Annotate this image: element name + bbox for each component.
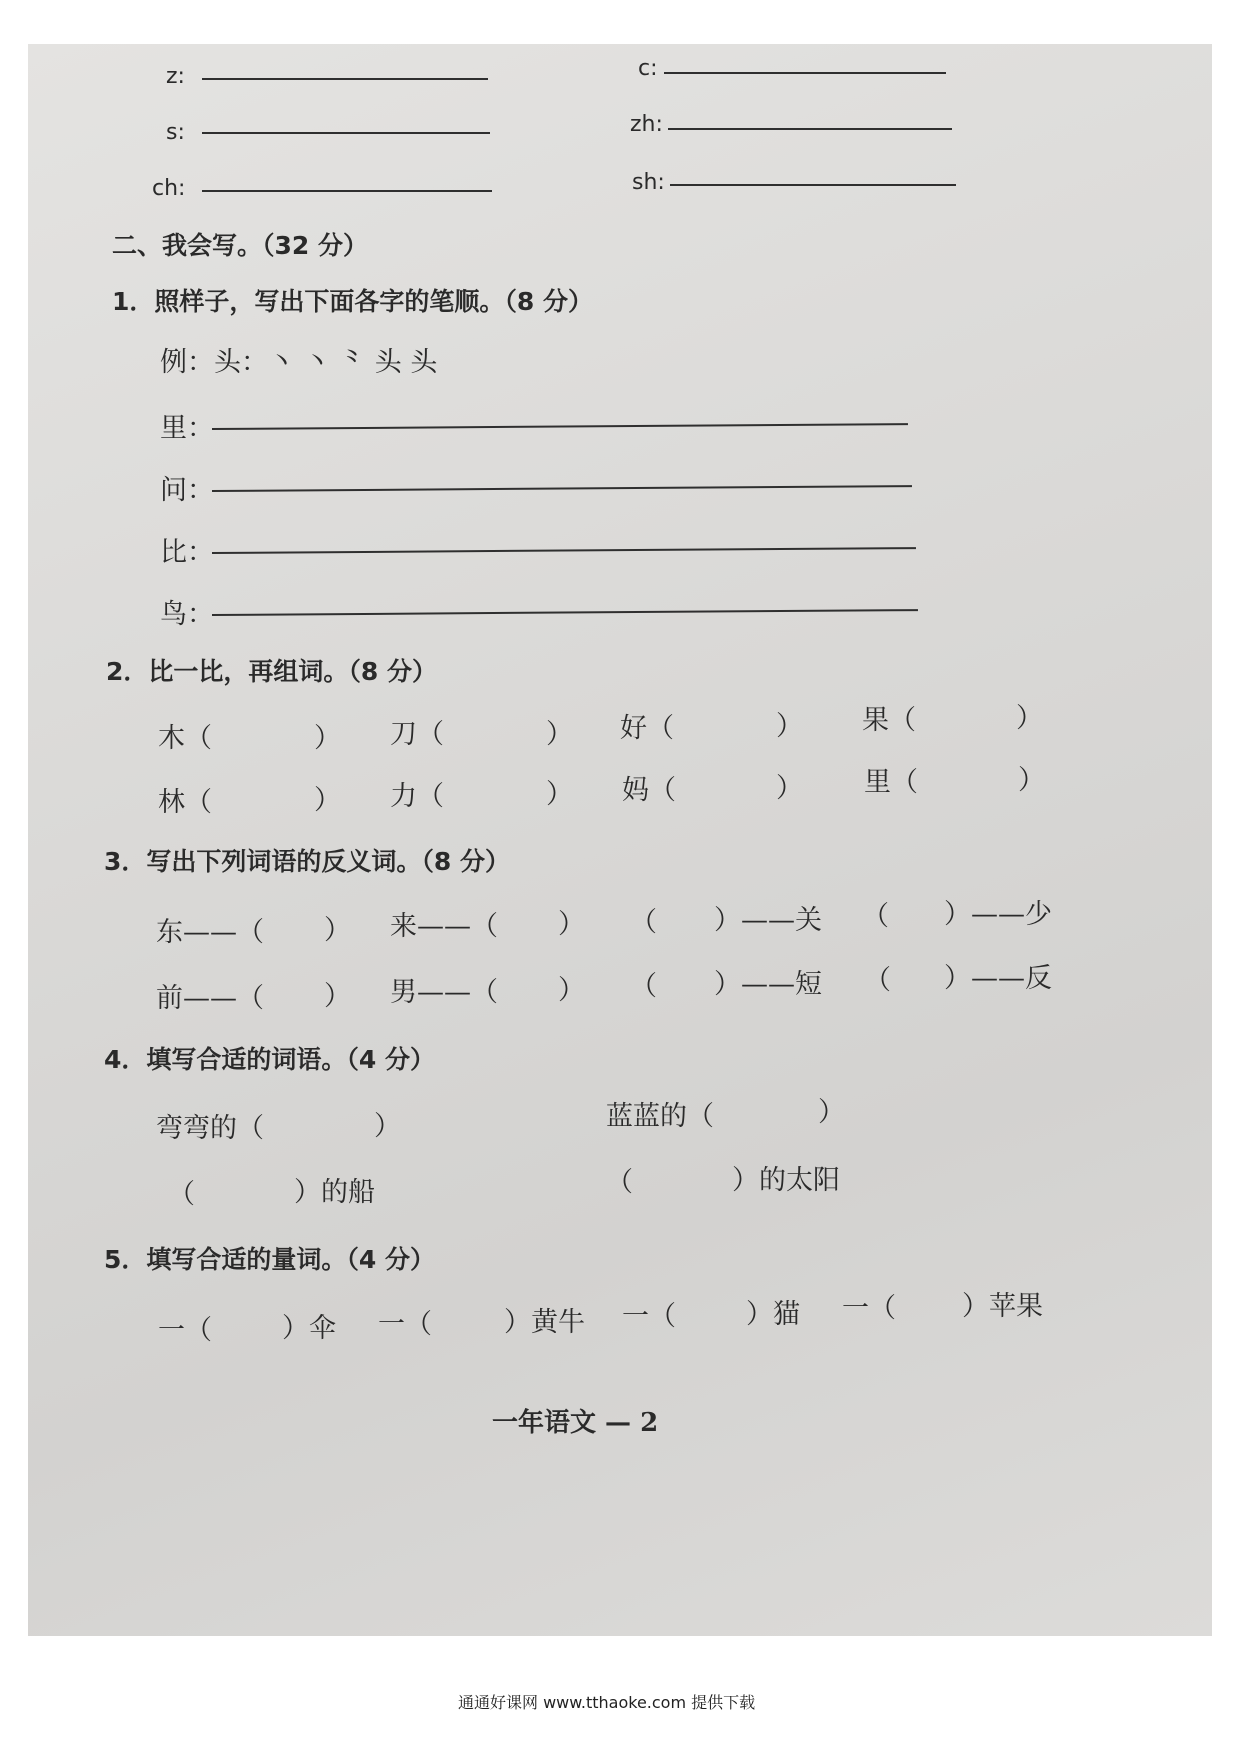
- q4-a-open: 弯弯的（: [156, 1113, 264, 1144]
- q4-d-open: （: [606, 1167, 633, 1198]
- q3-r2-c-open: （: [630, 971, 657, 1002]
- q5-a-open: 一（: [158, 1315, 212, 1346]
- pinyin-s-label: s:: [166, 120, 185, 145]
- q4-b-open: 蓝蓝的（: [606, 1101, 714, 1132]
- q2-r2-c-open: 妈（: [622, 775, 676, 806]
- q3-title: 3．写出下列词语的反义词。（8 分）: [104, 847, 510, 876]
- q1-char-3: 比：: [160, 537, 214, 568]
- q2-r2-a-open: 林（: [158, 787, 212, 818]
- q5-b-close: ）黄牛: [504, 1307, 585, 1338]
- q2-r2-b-open: 力（: [390, 781, 444, 812]
- pinyin-zh-line: [668, 128, 952, 130]
- q5-d-close: ）苹果: [962, 1291, 1043, 1322]
- q5-c-close: ）猫: [746, 1299, 800, 1330]
- q2-r2-d-close: ）: [1018, 765, 1045, 796]
- pinyin-z-line: [202, 78, 488, 80]
- q5-d-open: 一（: [842, 1293, 896, 1324]
- q3-r2-c-close: ）——短: [714, 969, 822, 1000]
- q4-d-close: ）的太阳: [732, 1165, 840, 1196]
- pinyin-zh-label: zh:: [630, 112, 663, 137]
- q1-line-3: [212, 547, 916, 554]
- q2-r1-c-open: 好（: [620, 713, 674, 744]
- q3-r2-a-open: 前——（: [156, 983, 264, 1014]
- source-note: 通通好课网 www.tthaoke.com 提供下载: [458, 1693, 756, 1712]
- q4-title: 4．填写合适的词语。（4 分）: [104, 1045, 435, 1074]
- scanned-exam-page: [28, 44, 1212, 1636]
- q3-r2-b-open: 男——（: [390, 977, 498, 1008]
- pinyin-c-line: [664, 72, 946, 74]
- q2-r1-b-open: 刀（: [390, 719, 444, 750]
- q2-r2-d-open: 里（: [864, 767, 918, 798]
- q3-r1-b-close: ）: [558, 909, 585, 940]
- q3-r1-c-close: ）——关: [714, 905, 822, 936]
- q3-r2-d-close: ）——反: [944, 963, 1052, 994]
- q3-r1-d-close: ）——少: [944, 899, 1052, 930]
- q2-r2-c-close: ）: [776, 773, 803, 804]
- q5-c-open: 一（: [622, 1301, 676, 1332]
- q3-r1-b-open: 来——（: [390, 911, 498, 942]
- q4-c-close: ）的船: [294, 1177, 375, 1208]
- q5-title: 5．填写合适的量词。（4 分）: [104, 1245, 435, 1274]
- q1-example: 例：头：丶 丶 ⺀ 头 头: [160, 347, 438, 378]
- q4-c-open: （: [168, 1179, 195, 1210]
- q2-r1-a-open: 木（: [158, 723, 212, 754]
- pinyin-sh-line: [670, 184, 956, 186]
- section-2-title: 二、我会写。（32 分）: [112, 231, 368, 260]
- q2-r1-c-close: ）: [776, 711, 803, 742]
- q2-title: 2．比一比，再组词。（8 分）: [106, 657, 437, 686]
- q2-r2-b-close: ）: [546, 779, 573, 810]
- q5-a-close: ）伞: [282, 1313, 336, 1344]
- page-footer-label: 一年语文 — 2: [492, 1408, 659, 1438]
- q3-r1-a-close: ）: [324, 915, 351, 946]
- q1-char-4: 鸟：: [160, 599, 214, 630]
- q3-r1-c-open: （: [630, 907, 657, 938]
- pinyin-s-line: [202, 132, 490, 134]
- q2-r1-a-close: ）: [314, 723, 341, 754]
- q1-line-4: [212, 609, 918, 616]
- pinyin-ch-line: [202, 190, 492, 192]
- q2-r1-b-close: ）: [546, 719, 573, 750]
- q3-r2-b-close: ）: [558, 975, 585, 1006]
- q1-char-1: 里：: [160, 413, 214, 444]
- q2-r1-d-close: ）: [1016, 703, 1043, 734]
- q1-line-1: [212, 423, 908, 430]
- q2-r2-a-close: ）: [314, 785, 341, 816]
- q4-b-close: ）: [818, 1097, 845, 1128]
- q3-r1-d-open: （: [862, 901, 889, 932]
- q1-title: 1．照样子，写出下面各字的笔顺。（8 分）: [112, 287, 593, 316]
- q5-b-open: 一（: [378, 1309, 432, 1340]
- pinyin-z-label: z:: [166, 64, 185, 89]
- q3-r2-a-close: ）: [324, 981, 351, 1012]
- q4-a-close: ）: [374, 1111, 401, 1142]
- q3-r2-d-open: （: [864, 965, 891, 996]
- pinyin-sh-label: sh:: [632, 170, 665, 195]
- pinyin-c-label: c:: [638, 56, 658, 81]
- q1-line-2: [212, 485, 912, 492]
- q2-r1-d-open: 果（: [862, 705, 916, 736]
- q3-r1-a-open: 东——（: [156, 917, 264, 948]
- q1-char-2: 问：: [160, 475, 214, 506]
- pinyin-ch-label: ch:: [152, 176, 186, 201]
